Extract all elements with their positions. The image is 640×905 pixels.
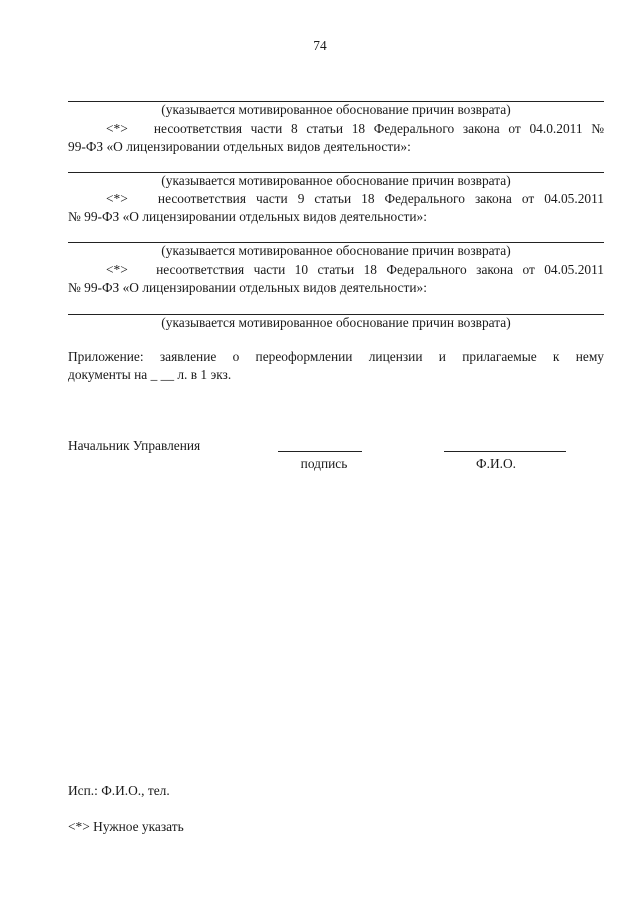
item-second-line: 99-ФЗ «О лицензировании отдельных видов деятельности»: <box>68 139 411 154</box>
signatory-position: Начальник Управления <box>68 438 201 453</box>
reason-placeholder: (указывается мотивированное обоснование причин возврата) <box>161 243 511 258</box>
item-first-line <box>68 261 604 279</box>
return-reason-item <box>68 261 604 297</box>
item-text: несоответствия части 9 статьи 18 Федерального закона от 04.05.2011 <box>157 191 604 206</box>
footnote-marker: <*> <box>106 121 128 136</box>
attachment-note <box>68 348 604 384</box>
item-text: несоответствия части 10 статьи 18 Федерального закона от 04.05.2011 <box>156 262 604 277</box>
footnote-marker: <*> <box>106 191 128 206</box>
full-name-caption: Ф.И.О. <box>476 456 516 471</box>
return-reason-item <box>68 120 604 156</box>
reason-placeholder: (указывается мотивированное обоснование причин возврата) <box>161 173 511 188</box>
page-number: 74 <box>313 38 327 53</box>
signature-caption: подпись <box>300 456 348 471</box>
reason-placeholder: (указывается мотивированное обоснование причин возврата) <box>161 102 511 117</box>
footnote: <*> Нужное указать <box>68 819 184 834</box>
return-reason-item <box>68 190 604 226</box>
item-first-line <box>68 190 604 208</box>
item-second-line: № 99-ФЗ «О лицензировании отдельных видов деятельности»: <box>68 209 427 224</box>
executor-info: Исп.: Ф.И.О., тел. <box>68 783 170 798</box>
full-name-line <box>444 451 566 452</box>
item-second-line: № 99-ФЗ «О лицензировании отдельных видов деятельности»: <box>68 280 427 295</box>
signature-line <box>278 451 362 452</box>
attachment-line-2: документы на _ __ л. в 1 экз. <box>68 367 232 382</box>
item-first-line <box>68 120 604 138</box>
footnote-marker: <*> <box>106 262 128 277</box>
item-text: несоответствия части 8 статьи 18 Федерального закона от 04.0.2011 № <box>153 121 604 136</box>
attachment-line-1: Приложение: заявление о переоформлении лицензии и прилагаемые к нему <box>68 349 604 364</box>
reason-placeholder: (указывается мотивированное обоснование причин возврата) <box>161 315 511 330</box>
